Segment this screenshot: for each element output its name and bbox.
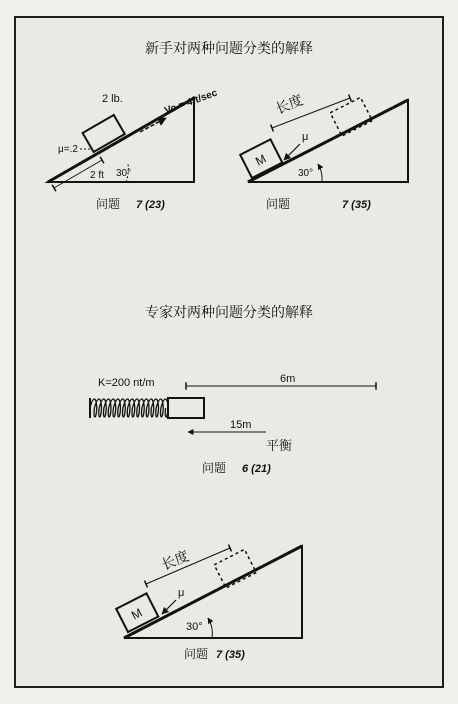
equilibrium-label: 平衡 bbox=[266, 439, 293, 454]
novice-right-caption-prefix: 问题 bbox=[266, 197, 291, 211]
block-label: M bbox=[129, 605, 145, 623]
spring-constant-label: K=200 nt/m bbox=[98, 377, 155, 389]
novice-right-diagram bbox=[240, 91, 408, 211]
distance-long-label: 6m bbox=[280, 373, 296, 385]
block-M bbox=[240, 139, 282, 178]
block-2lb bbox=[83, 115, 125, 152]
incline-caption-prefix: 问题 bbox=[184, 647, 209, 661]
novice-title: 新手对两种问题分类的解释 bbox=[145, 41, 313, 57]
novice-left-caption-prefix: 问题 bbox=[96, 197, 121, 211]
novice-right-caption-number: 7 (35) bbox=[342, 199, 371, 211]
novice-left-caption-number: 7 (23) bbox=[136, 199, 165, 211]
length-label: 长度 bbox=[159, 548, 192, 574]
block-M bbox=[116, 593, 158, 632]
spring-mass bbox=[168, 398, 204, 418]
block-weight-label: 2 lb. bbox=[102, 93, 123, 105]
incline-caption-number: 7 (35) bbox=[216, 649, 245, 661]
dashed-block bbox=[214, 549, 256, 588]
length-label: 长度 bbox=[273, 92, 306, 118]
friction-label: μ bbox=[178, 587, 185, 599]
spring bbox=[90, 399, 168, 417]
spring-caption-prefix: 问题 bbox=[202, 461, 227, 475]
angle-label: 30° bbox=[186, 621, 203, 633]
novice-left-diagram bbox=[48, 87, 219, 211]
figure-frame bbox=[14, 16, 444, 688]
angle-label: 30° bbox=[298, 168, 314, 179]
physics-diagrams bbox=[16, 18, 446, 690]
friction-label: μ=.2 bbox=[58, 144, 78, 155]
friction-label: μ bbox=[302, 131, 309, 143]
spring-caption-number: 6 (21) bbox=[242, 463, 271, 475]
expert-incline-diagram bbox=[116, 546, 302, 661]
velocity-label: Vo = 4ft/sec bbox=[163, 87, 219, 117]
expert-spring-diagram bbox=[90, 373, 376, 475]
length-dimension bbox=[146, 548, 230, 584]
length-label: 2 ft bbox=[90, 170, 104, 181]
distance-short-label: 15m bbox=[230, 419, 252, 431]
block-label: M bbox=[253, 151, 269, 169]
angle-label: 30° bbox=[116, 168, 132, 179]
expert-title: 专家对两种问题分类的解释 bbox=[145, 305, 313, 321]
